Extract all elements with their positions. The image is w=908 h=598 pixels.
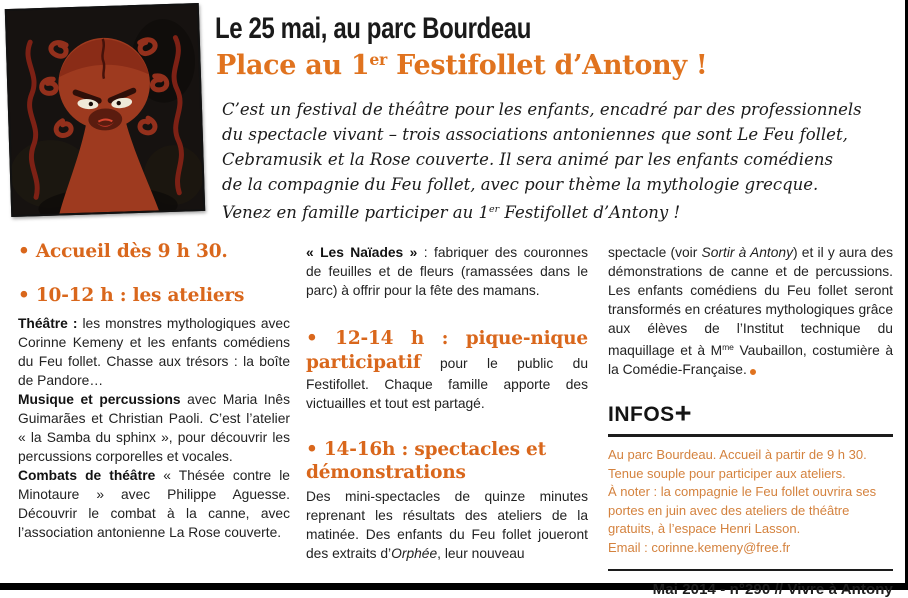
heading-spectacles: • 14-16h : spectacles et démonstrations <box>306 439 546 483</box>
infos-line: À noter : la compagnie le Feu follet ouvrira ses portes en juin avec des ateliers de théâtre gratuits, à l’espace Henri Lasson. <box>608 484 877 536</box>
paragraph-combats: Combats de théâtre « Thésée contre le Minotaure » avec Philippe Aguesse. Découvrir le combat à la canne, avec l’association antonienne La Rose couverte. <box>18 468 290 540</box>
article-intro <box>222 97 906 225</box>
title-text: Place au 1 <box>216 50 370 81</box>
infos-line: Tenue souple pour participer aux ateliers. <box>608 465 846 481</box>
footer-rule <box>608 569 893 571</box>
infos-title: INFOS+ <box>608 398 692 430</box>
infos-email: Email : corinne.kemeny@free.fr <box>608 539 791 555</box>
intro-superscript: er <box>488 204 500 215</box>
intro-line: C’est un festival de théâtre pour les enfants, encadré par des professionnels <box>222 100 862 119</box>
heading-pique-nique: • 12-14 h : pique-nique participatif <box>306 328 588 373</box>
heading-ateliers: • 10-12 h : les ateliers <box>18 285 245 306</box>
column-schedule-midday <box>306 238 588 563</box>
medusa-artwork-svg <box>7 5 203 215</box>
intro-line: de la compagnie du Feu follet, avec pour thème la mythologie grecque. <box>222 175 819 194</box>
title-superscript: er <box>369 50 388 69</box>
intro-line: du spectacle vivant – trois associations antoniennes que sont Le Feu follet, <box>222 125 848 144</box>
italic-orphee: Orphée <box>391 546 438 561</box>
paragraph-spectacles: Des mini-spectacles de quinze minutes reprenant les résultats des ateliers de la matinée. Des enfants du Feu follet joueront des extraits d’Orphée, leur nouveau <box>306 489 588 561</box>
infos-rule-top <box>608 434 893 437</box>
heading-accueil: • Accueil dès 9 h 30. <box>18 241 228 262</box>
plus-icon: + <box>674 398 692 430</box>
article-kicker: Le 25 mai, au parc Bourdeau <box>215 12 531 45</box>
paragraph-theatre: Théâtre : les monstres mythologiques avec Corinne Kemeny et les enfants comédiens du Feu follet. Chasse aux trésors : la boîte de Pandore… <box>18 316 290 388</box>
infos-line: Au parc Bourdeau. Accueil à partir de 9 h 30. <box>608 447 867 462</box>
italic-sortir-a-antony: Sortir à Antony <box>701 245 793 260</box>
infos-box <box>608 398 893 598</box>
infos-text <box>608 446 893 557</box>
intro-line: Cebramusik et la Rose couverte. Il sera animé par les enfants comédiens <box>222 150 833 169</box>
intro-line: Venez en famille participer au 1er Festifollet d’Antony ! <box>222 203 681 222</box>
medusa-illustration <box>5 3 205 217</box>
article-title <box>216 50 707 81</box>
paragraph-pique-nique: • 12-14 h : pique-nique participatif pour le public du Festifollet. Chaque famille apporte des victuailles et tout est partagé. <box>306 328 588 411</box>
paragraph-musique: Musique et percussions avec Maria Inês Guimarães et Christian Paoli. C’est l’atelier « la Samba du sphinx », pour découvrir les percussions corporelles et vocales. <box>18 392 290 464</box>
column-infos <box>608 238 893 598</box>
column-schedule-morning <box>18 238 290 542</box>
article-end-ring-icon <box>750 369 756 375</box>
superscript-mme: me <box>722 342 734 352</box>
issue-footer: Mai 2014 - n°290 // Vivre à Antony <box>652 581 893 598</box>
paragraph-naiades: « Les Naïades » : fabriquer des couronnes de feuilles et de fleurs (ramassées dans le parc) à offrir pour la fête des mamans. <box>306 245 588 298</box>
paragraph-suite: spectacle (voir Sortir à Antony) et il y aura des démonstrations de canne et de percussions. Les enfants comédiens du Feu follet seront transformés en créatures mythologiques grâce aux élèves de l’Institut technique du maquillage et à $M^{me}$ Vaubaillon, costumière à la Comédie-Française. <box>608 245 893 377</box>
title-text-end: Festifollet d’Antony ! <box>387 50 708 81</box>
